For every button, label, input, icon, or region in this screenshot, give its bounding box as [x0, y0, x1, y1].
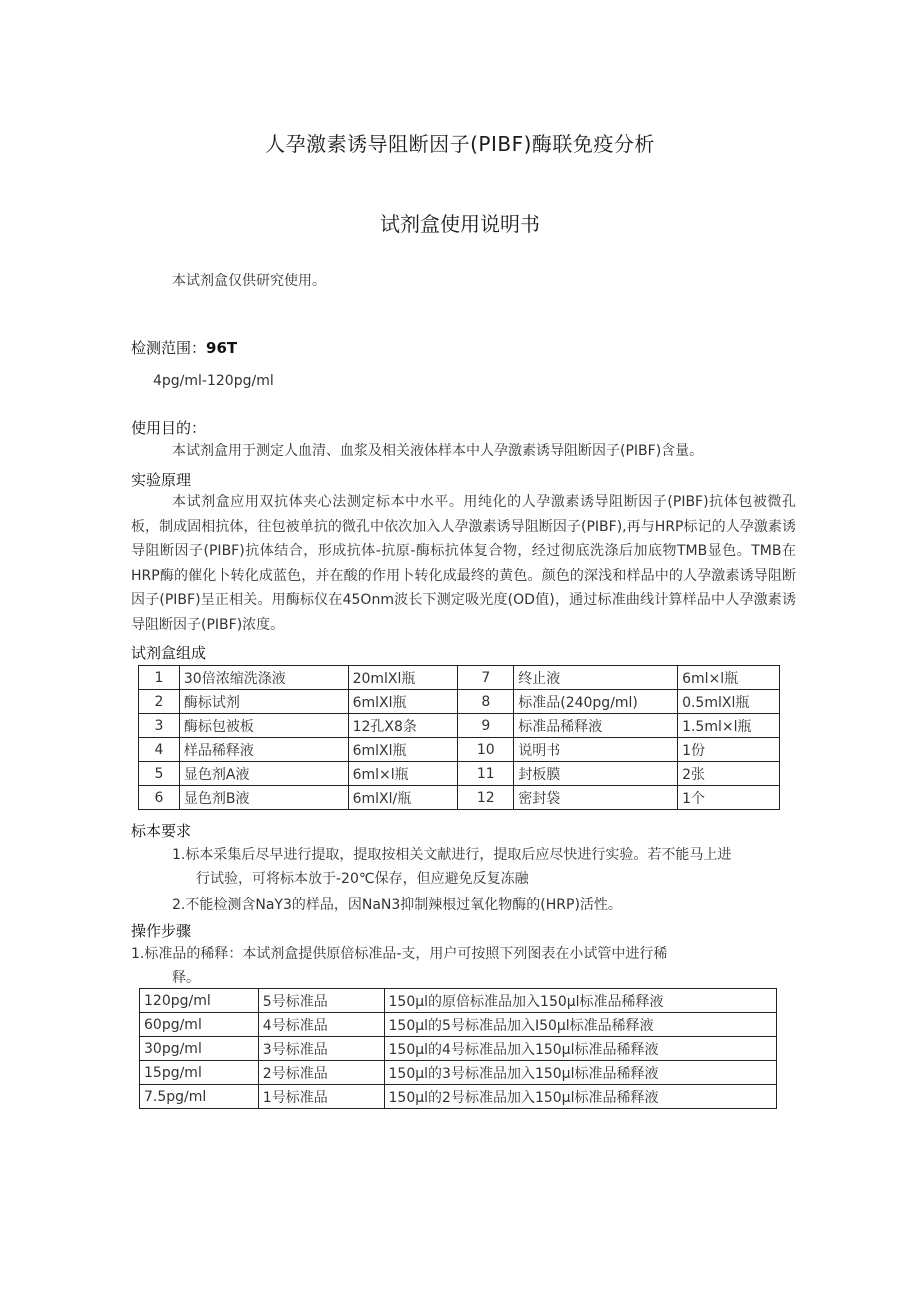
standard-number: 5号标准品 [258, 989, 384, 1013]
item-spec: 6mlXl瓶 [348, 690, 458, 714]
table-row [140, 1061, 777, 1085]
item-number: 7 [458, 666, 514, 690]
item-number: 2 [139, 690, 180, 714]
standard-number: 3号标准品 [258, 1037, 384, 1061]
dilution-method: 150μl的2号标准品加入150μl标准品稀释液 [384, 1085, 776, 1109]
item-spec: 0.5mlXl瓶 [678, 690, 780, 714]
table-row [140, 989, 777, 1013]
table-row [140, 1085, 777, 1109]
item-spec: 1.5ml×l瓶 [678, 714, 780, 738]
item-spec: 6ml×l瓶 [678, 666, 780, 690]
sample-req-item1-line1: 1.标本采集后尽早进行提取，提取按相关文献进行，提取后应尽快进行实验。若不能马上进 [172, 847, 732, 863]
item-number: 9 [458, 714, 514, 738]
item-name: 样品稀释液 [179, 738, 348, 762]
table-row [139, 786, 780, 810]
concentration: 60pg∕ml [140, 1013, 259, 1037]
range-detail: 4pg∕ml-120pg∕ml [153, 373, 274, 389]
table-row [139, 762, 780, 786]
standard-number: 4号标准品 [258, 1013, 384, 1037]
item-name: 30倍浓缩洗涤液 [179, 666, 348, 690]
item-number: 6 [139, 786, 180, 810]
item-number: 10 [458, 738, 514, 762]
item-name: 酶标试剂 [179, 690, 348, 714]
table-row [139, 666, 780, 690]
sample-req-item2: 2.不能检测含NaY3的样品，因NaN3抑制辣根过氧化物酶的(HRP)活性。 [172, 897, 622, 913]
range-value: 96T [206, 339, 238, 357]
item-number: 8 [458, 690, 514, 714]
sample-req-item1-line2: 行试验，可将标本放于-20℃保存，但应避免反复冻融 [196, 871, 529, 887]
procedure-heading: 操作步骤 [131, 922, 192, 940]
item-spec: 1个 [678, 786, 780, 810]
range-heading [131, 337, 237, 358]
document-subtitle: 试剂盒使用说明书 [380, 212, 540, 236]
item-spec: 12孔X8条 [348, 714, 458, 738]
principle-text: 本试剂盒应用双抗体夹心法测定标本中水平。用纯化的人孕激素诱导阻断因子(PIBF)抗体包被微孔板，制成固相抗体，往包被单抗的微孔中依次加入人孕激素诱导阻断因子(PIBF),再与HRP标记的人孕激素诱导阻断因子(PIBF)抗体结合，形成抗体-抗原-酶标抗体复合物，经过彻底洗涤后加底物TMB显色。TMB在HRP酶的催化卜转化成蓝色，并在酸的作用卜转化成最终的黄色。颜色的深浅和样品中的人孕激素诱导阻断因子(PIBF)呈正相关。用酶标仪在45Onm波长下测定吸光度(OD值)，通过标准曲线计算样品中人孕激素诱导阻断因子(PIBF)浓度。 [131, 494, 796, 633]
standard-number: 2号标准品 [258, 1061, 384, 1085]
item-name: 说明书 [514, 738, 678, 762]
range-label: 检测范围： [131, 339, 207, 357]
dilution-method: 150μl的5号标准品加入I50μl标准品稀释液 [384, 1013, 776, 1037]
research-use-notice: 本试剂盒仅供研究使用。 [172, 273, 326, 289]
concentration: 7.5pg∕ml [140, 1085, 259, 1109]
dilution-table [139, 988, 777, 1109]
item-spec: 6mlXl∕瓶 [348, 786, 458, 810]
table-row [140, 1013, 777, 1037]
procedure-step1-line1: 1.标准品的稀释：本试剂盒提供原倍标准品-支，用户可按照下列图表在小试管中进行稀 [131, 946, 668, 962]
item-spec: 1份 [678, 738, 780, 762]
table-row [140, 1037, 777, 1061]
sample-req-heading: 标本要求 [131, 822, 192, 840]
item-name: 显色剂A液 [179, 762, 348, 786]
table-row [139, 714, 780, 738]
standard-number: 1号标准品 [258, 1085, 384, 1109]
dilution-method: 150μl的原倍标准品加入150μl标准品稀释液 [384, 989, 776, 1013]
item-number: 1 [139, 666, 180, 690]
dilution-method: 150μl的4号标准品加入150μl标准品稀释液 [384, 1037, 776, 1061]
concentration: 15pg∕ml [140, 1061, 259, 1085]
dilution-method: 150μl的3号标准品加入150μl标准品稀释液 [384, 1061, 776, 1085]
item-name: 显色剂B液 [179, 786, 348, 810]
item-name: 终止液 [514, 666, 678, 690]
item-spec: 6ml×l瓶 [348, 762, 458, 786]
item-name: 密封袋 [514, 786, 678, 810]
item-number: 12 [458, 786, 514, 810]
principle-heading: 实验原理 [131, 471, 192, 489]
item-name: 封板膜 [514, 762, 678, 786]
document-title: 人孕激素诱导阻断因子(PIBF)酶联免疫分析 [265, 132, 655, 156]
purpose-heading: 使用目的： [131, 419, 207, 437]
concentration: 120pg∕ml [140, 989, 259, 1013]
item-name: 标准品稀释液 [514, 714, 678, 738]
item-name: 酶标包被板 [179, 714, 348, 738]
item-number: 4 [139, 738, 180, 762]
table-row [139, 738, 780, 762]
item-number: 3 [139, 714, 180, 738]
components-table [138, 665, 780, 810]
components-heading: 试剂盒组成 [131, 644, 207, 662]
item-spec: 20mlXl瓶 [348, 666, 458, 690]
item-spec: 2张 [678, 762, 780, 786]
procedure-step1-line2: 释。 [172, 970, 200, 986]
table-row [139, 690, 780, 714]
purpose-text: 本试剂盒用于测定人血清、血浆及相关液体样本中人孕激素诱导阻断因子(PIBF)含量。 [172, 443, 704, 459]
concentration: 30pg∕ml [140, 1037, 259, 1061]
item-number: 5 [139, 762, 180, 786]
item-number: 11 [458, 762, 514, 786]
item-name: 标准品(240pg∕ml) [514, 690, 678, 714]
item-spec: 6mlXl瓶 [348, 738, 458, 762]
